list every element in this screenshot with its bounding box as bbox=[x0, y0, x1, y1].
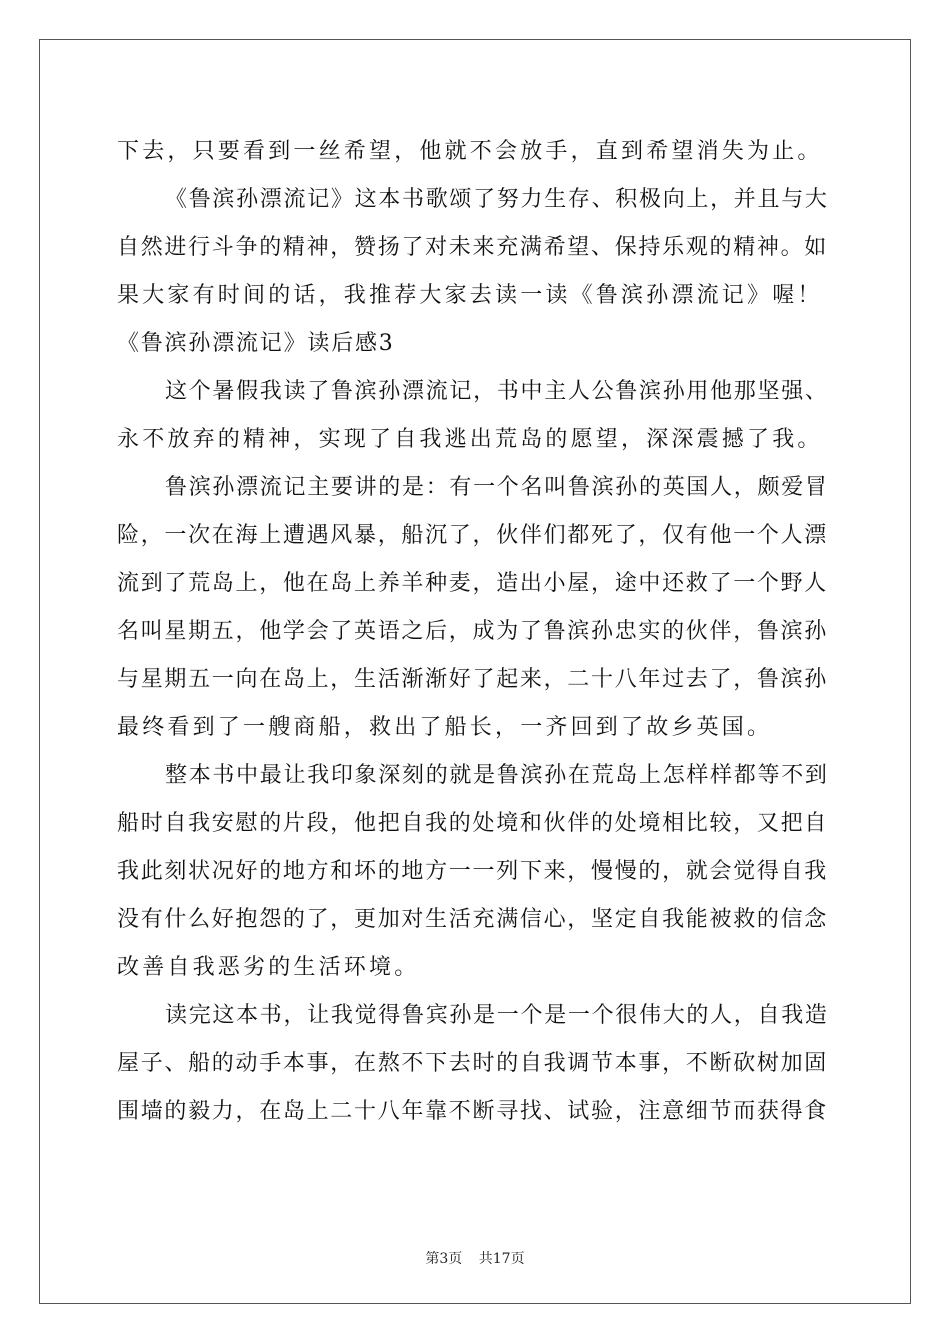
paragraph-first-line: 这个暑假我读了鲁滨孙漂流记，书中主人公鲁滨孙用他那坚强、 bbox=[165, 379, 829, 404]
text-line: 自然进行斗争的精神，赞扬了对未来充满希望、保持乐观的精神。如 bbox=[117, 235, 829, 260]
paragraph-first-line: 读完这本书，让我觉得鲁宾孙是一个是一个很伟大的人，自我造 bbox=[165, 1003, 829, 1028]
text-line: 流到了荒岛上，他在岛上养羊种麦，造出小屋，途中还救了一个野人 bbox=[117, 571, 829, 596]
paragraph-first-line: 《鲁滨孙漂流记》这本书歌颂了努力生存、积极向上，并且与大 bbox=[165, 187, 829, 212]
text-line: 名叫星期五，他学会了英语之后，成为了鲁滨孙忠实的伙伴，鲁滨孙 bbox=[117, 619, 829, 644]
text-line: 果大家有时间的话，我推荐大家去读一读《鲁滨孙漂流记》喔！ bbox=[117, 283, 823, 308]
paragraph-first-line: 整本书中最让我印象深刻的就是鲁滨孙在荒岛上怎样样都等不到 bbox=[165, 763, 829, 788]
text-line: 最终看到了一艘商船，救出了船长，一齐回到了故乡英国。 bbox=[117, 715, 773, 740]
text-line: 屋子、船的动手本事，在熬不下去时的自我调节本事，不断砍树加固 bbox=[117, 1051, 829, 1076]
text-line: 下去，只要看到一丝希望，他就不会放手，直到希望消失为止。 bbox=[117, 139, 823, 164]
page-footer bbox=[0, 1248, 950, 1268]
text-line: 围墙的毅力，在岛上二十八年靠不断寻找、试验，注意细节而获得食 bbox=[117, 1099, 829, 1124]
text-line: 改善自我恶劣的生活环境。 bbox=[117, 955, 420, 980]
text-line: 我此刻状况好的地方和坏的地方一一列下来，慢慢的，就会觉得自我 bbox=[117, 859, 829, 884]
page-total: 共17页 bbox=[478, 1251, 525, 1267]
text-line: 没有什么好抱怨的了，更加对生活充满信心，坚定自我能被救的信念 bbox=[117, 907, 829, 932]
paragraph-first-line: 鲁滨孙漂流记主要讲的是：有一个名叫鲁滨孙的英国人，颇爱冒 bbox=[165, 475, 829, 500]
text-line: 永不放弃的精神，实现了自我逃出荒岛的愿望，深深震撼了我。 bbox=[117, 427, 823, 452]
document-body bbox=[117, 128, 833, 1136]
section-heading: 《鲁滨孙漂流记》读后感3 bbox=[117, 331, 395, 356]
text-line: 与星期五一向在岛上，生活渐渐好了起来，二十八年过去了，鲁滨孙 bbox=[117, 667, 829, 692]
text-line: 船时自我安慰的片段，他把自我的处境和伙伴的处境相比较，又把自 bbox=[117, 811, 829, 836]
text-line: 险，一次在海上遭遇风暴，船沉了，伙伴们都死了，仅有他一个人漂 bbox=[117, 523, 829, 548]
page-number: 第3页 bbox=[425, 1251, 463, 1267]
